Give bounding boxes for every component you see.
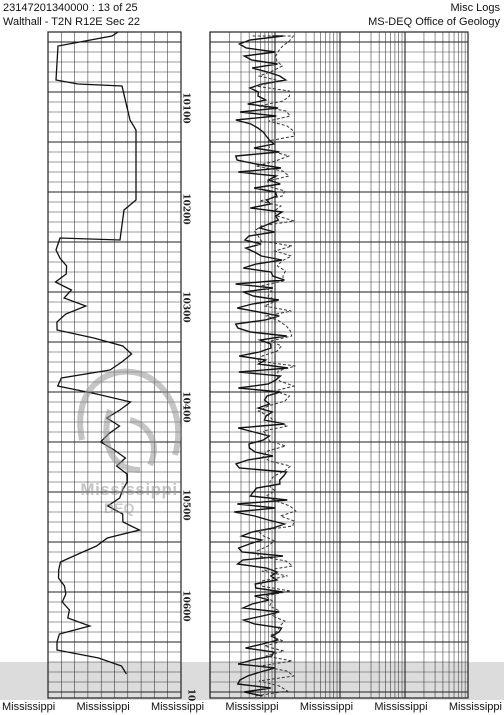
watermark-text: Mississippi [80,480,178,499]
depth-label: 10500 [180,489,191,521]
right-log-curve-solid [234,36,288,696]
depth-label: 10300 [180,291,191,323]
document-category: Misc Logs [450,2,500,14]
footer-label: Mississippi [76,701,130,713]
left-track [48,32,181,698]
watermark-emblem [80,372,178,470]
depth-label: 10600 [180,590,191,622]
footer-label: Mississippi [150,701,205,713]
left-log-curve [55,32,139,674]
right-track [210,32,468,698]
footer-label: Mississippi [374,701,428,713]
footer-label: Mississippi [2,701,56,713]
well-location: Walthall - T2N R12E Sec 22 [3,16,140,28]
watermark-subtext: DEQ [104,500,135,516]
depth-label: 10400 [180,391,191,423]
agency-name: MS-DEQ Office of Geology [368,16,500,28]
depth-label: 10 [185,688,196,702]
footer-label: Mississippi [299,701,354,713]
depth-label: 10200 [180,193,191,225]
footer-label: Mississippi [448,701,502,713]
record-id: 23147201340000 : 13 of 25 [3,2,138,14]
footer-label: Mississippi [225,701,279,713]
depth-label: 10100 [180,92,191,124]
footer-watermark-strip [0,700,504,715]
